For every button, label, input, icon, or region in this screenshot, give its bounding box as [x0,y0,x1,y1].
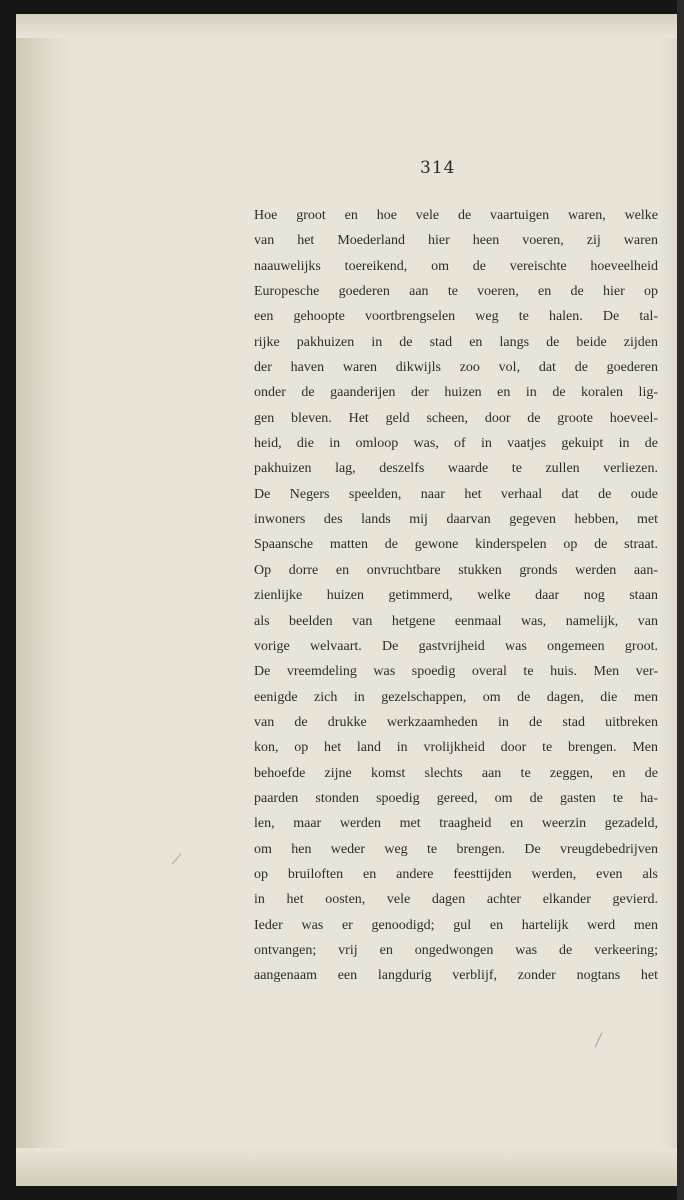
text-line: van de drukke werkzaamheden in de stad uitbreken [254,714,658,730]
text-line: len, maar werden met traagheid en weerzin gezadeld, [254,816,658,832]
body-text [254,203,658,989]
text-line: naauwelijks toereikend, om de vereischte hoeveelheid [254,258,658,274]
text-line: op bruiloften en andere feesttijden werden, even als [254,866,658,882]
text-line: aangenaam een langdurig verblijf, zonder nogtans het [254,968,658,984]
text-line: heid, die in omloop was, of in vaatjes gekuipt in de [254,436,658,452]
text-line: onder de gaanderijen der huizen en in de koralen lig- [254,385,658,401]
text-line: paarden stonden spoedig gereed, om de gasten te ha- [254,790,658,806]
page-number: 314 [420,158,456,178]
text-line: van het Moederland hier heen voeren, zij waren [254,233,658,249]
text-line: eenigde zich in gezelschappen, om de dagen, die men [254,689,658,705]
text-line: De vreemdeling was spoedig overal te huis. Men ver- [254,664,658,680]
text-line: kon, op het land in vrolijkheid door te brengen. Men [254,740,658,756]
text-line: gen bleven. Het geld scheen, door de groote hoeveel- [254,410,658,426]
ink-mark [595,1033,603,1048]
text-line: inwoners des lands mij daarvan gegeven hebben, met [254,512,658,528]
text-line: Hoe groot en hoe vele de vaartuigen waren, welke [254,208,658,223]
page-edge-top [16,14,678,38]
text-line: een gehoopte voortbrengselen weg te halen. De tal- [254,309,658,325]
text-line: Ieder was er genoodigd; gul en hartelijk werd men [254,917,658,933]
text-line: rijke pakhuizen in de stad en langs de beide zijden [254,334,658,350]
text-line: als beelden van hetgene eenmaal was, namelijk, van [254,613,658,629]
text-line: Op dorre en onvruchtbare stukken gronds werden aan- [254,562,658,578]
text-line: De Negers speelden, naar het verhaal dat de oude [254,486,658,502]
text-line: Spaansche matten de gewone kinderspelen op de straat. [254,537,658,553]
page-edge-left [16,14,72,1186]
text-line: vorige welvaart. De gastvrijheid was ongemeen groot. [254,638,658,654]
scanner-edge [677,0,684,1200]
text-line: pakhuizen lag, deszelfs waarde te zullen verliezen. [254,461,658,477]
page-edge-bottom [16,1148,678,1186]
text-line: der haven waren dikwijls zoo vol, dat de goederen [254,360,658,376]
text-line: behoefde zijne komst slechts aan te zeggen, en de [254,765,658,781]
ink-mark [172,853,182,864]
text-line: zienlijke huizen getimmerd, welke daar nog staan [254,588,658,604]
text-line: om hen weder weg te brengen. De vreugdebedrijven [254,841,658,857]
text-line: ontvangen; vrij en ongedwongen was de verkeering; [254,942,658,958]
text-line: Europesche goederen aan te voeren, en de hier op [254,284,658,300]
text-line: in het oosten, vele dagen achter elkander gevierd. [254,892,658,908]
